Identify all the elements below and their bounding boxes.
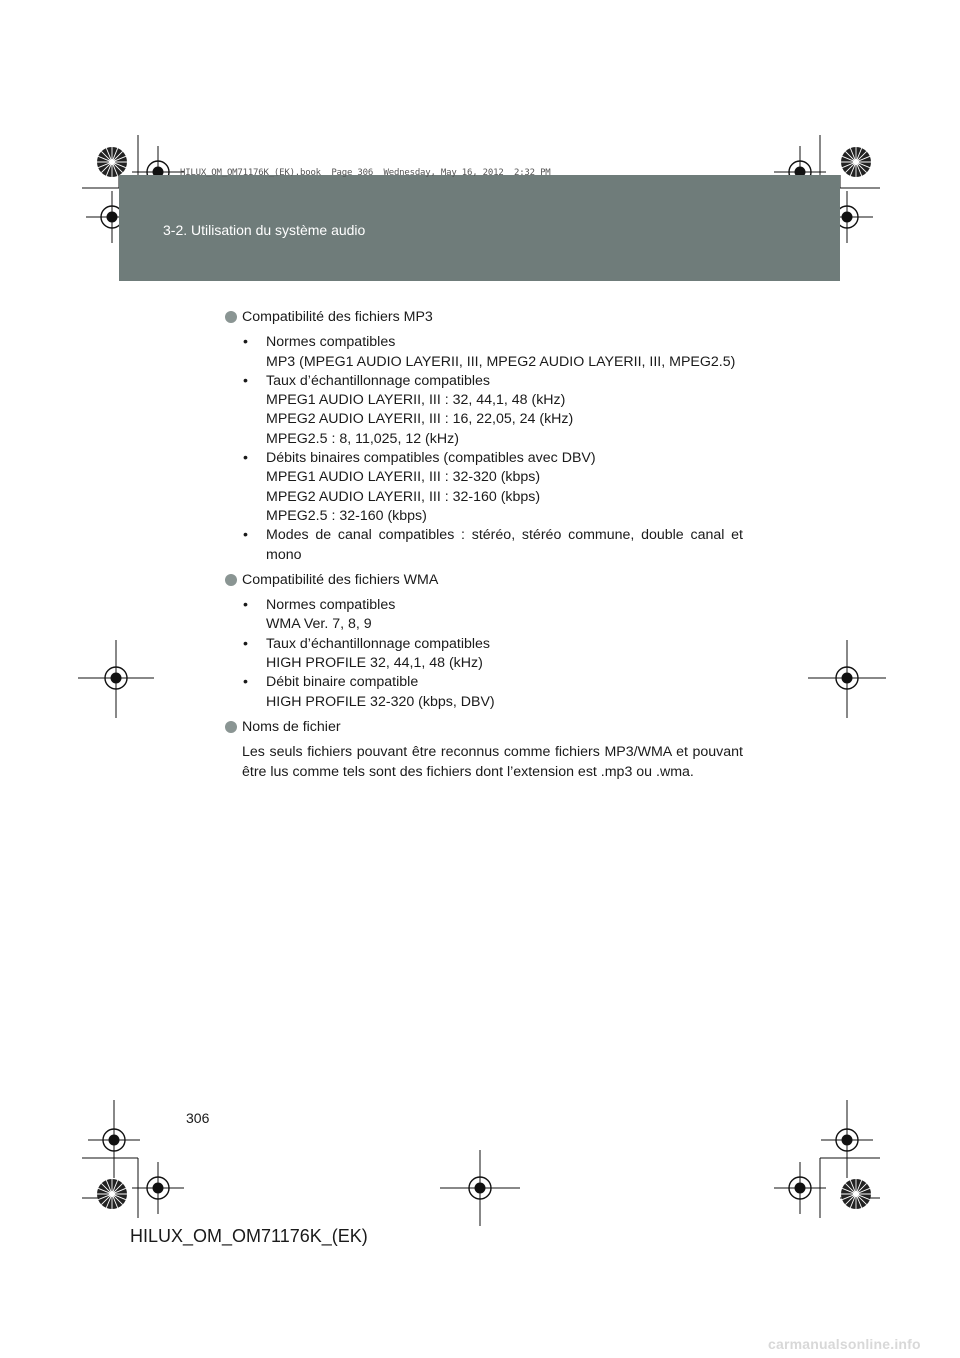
section-heading: Noms de fichier [225, 718, 743, 737]
section-heading: Compatibilité des fichiers WMA [225, 571, 743, 590]
section-heading: Compatibilité des fichiers MP3 [225, 308, 743, 327]
bullet-dot-icon [225, 311, 237, 323]
document-code: HILUX_OM_OM71176K_(EK) [130, 1226, 368, 1246]
list-item: • Normes compatibles WMA Ver. 7, 8, 9 [243, 597, 396, 633]
registration-mark-icon [132, 1162, 184, 1214]
section-body [225, 333, 743, 565]
list-item: • Débits binaires compatibles (compatibles avec DBV) MPEG1 AUDIO LAYERII, III : 32-320 (kbps) MPEG2 AUDIO LAYERII, III : 32-160 (kbps) MPEG2.5 : 32-160 (kbps) [243, 450, 596, 524]
section-body [225, 596, 743, 712]
book-info-line: HILUX_OM_OM71176K_(EK).book Page 306 Wednesday, May 16, 2012 2:32 PM [180, 168, 551, 178]
watermark: carmanualsonline.info [768, 1336, 921, 1352]
star-target-icon [97, 1179, 127, 1209]
star-target-icon [841, 147, 871, 177]
star-target-icon [841, 1179, 871, 1209]
section-paragraph: Les seuls fichiers pouvant être reconnus comme fichiers MP3/WMA et pouvant être lus comme tels sont des fichiers dont l’extension est .mp3 ou .wma. [242, 744, 743, 780]
list-item: • Taux d’échantillonnage compatibles MPEG1 AUDIO LAYERII, III : 32, 44,1, 48 (kHz) MPEG2 AUDIO LAYERII, III : 16, 22,05, 24 (kHz) MPEG2.5 : 8, 11,025, 12 (kHz) [243, 372, 574, 447]
registration-mark-icon [774, 1162, 826, 1214]
star-target-icon [97, 147, 127, 177]
list-item: • Taux d’échantillonnage compatibles HIGH PROFILE 32, 44,1, 48 (kHz) [243, 635, 490, 672]
bullet-dot-icon [225, 574, 237, 586]
section-title: 3-2. Utilisation du système audio [163, 222, 366, 238]
list-item: • Modes de canal compatibles : stéréo, stéréo commune, double canal et mono [243, 527, 743, 563]
bullet-dot-icon [225, 721, 237, 733]
page-number: 306 [186, 1110, 210, 1126]
page-content [225, 308, 743, 788]
list-item: • Débit binaire compatible HIGH PROFILE 32-320 (kbps, DBV) [243, 674, 495, 710]
list-item: • Normes compatibles MP3 (MPEG1 AUDIO LAYERII, III, MPEG2 AUDIO LAYERII, III, MPEG2.5) [243, 334, 736, 370]
